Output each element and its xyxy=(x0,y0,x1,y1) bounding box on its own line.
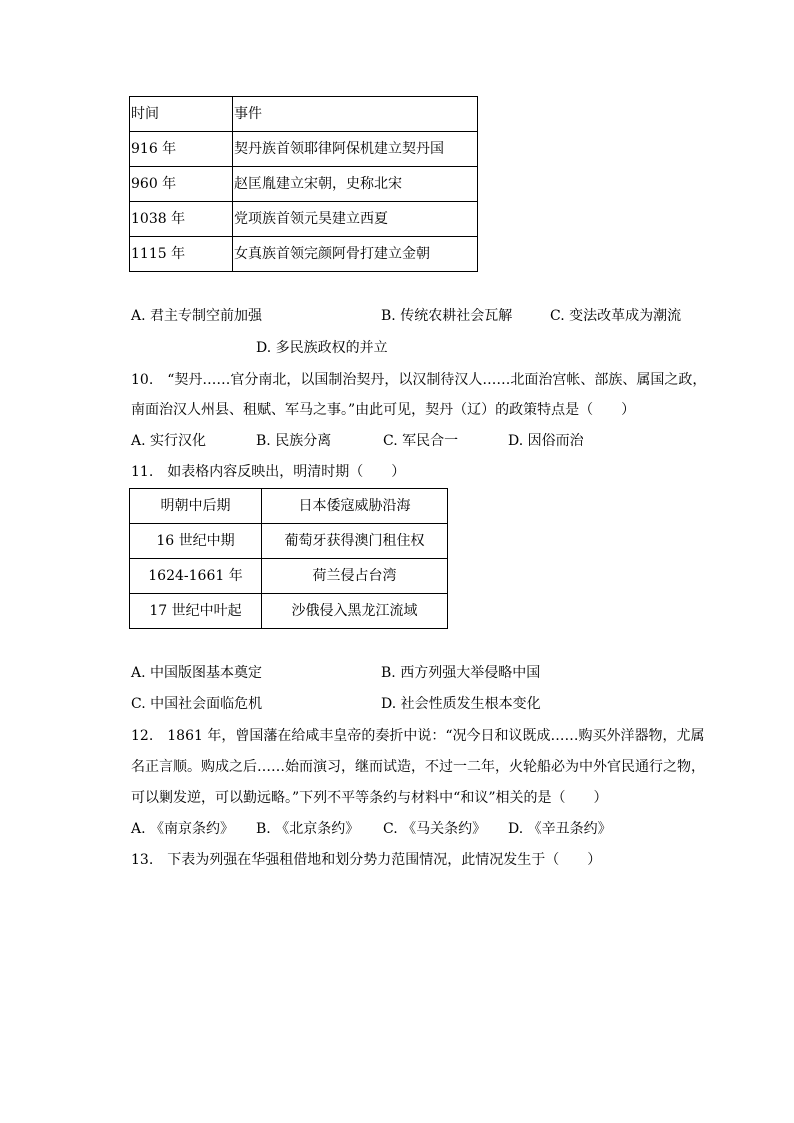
table-row xyxy=(130,202,478,237)
q13-stem: 13. 下表为列强在华强租借地和划分势力范围情况，此情况发生于（ ） xyxy=(131,852,602,868)
q12-option-c: C. 《马关条约》 xyxy=(383,821,487,837)
q12-stem-line1: 12. 1861 年，曾国藩在给咸丰皇帝的奏折中说：“况今日和议既成……购买外洋器物，尤属 xyxy=(131,728,705,744)
table-row xyxy=(130,594,448,629)
q9-option-c: C. 变法改革成为潮流 xyxy=(550,308,682,324)
q11-option-d: D. 社会性质发生根本变化 xyxy=(381,696,541,712)
table-cell: 16 世纪中期 xyxy=(130,524,262,559)
q12-option-a: A. 《南京条约》 xyxy=(131,821,235,837)
table-cell: 916 年 xyxy=(130,132,233,167)
q10-stem-line1: 10. “契丹……官分南北，以国制治契丹，以汉制待汉人……北面治宫帐、部族、属国之政， xyxy=(131,372,707,388)
table-row xyxy=(130,167,478,202)
table-row xyxy=(130,524,448,559)
table-header-cell: 事件 xyxy=(233,97,478,132)
table-header-cell: 时间 xyxy=(130,97,233,132)
table-cell: 葡萄牙获得澳门租住权 xyxy=(262,524,448,559)
q10-option-b: B. 民族分离 xyxy=(256,433,332,449)
table-cell: 日本倭寇威胁沿海 xyxy=(262,489,448,524)
table-cell: 沙俄侵入黑龙江流域 xyxy=(262,594,448,629)
dynasty-events-table xyxy=(129,96,478,272)
table-cell: 契丹族首领耶律阿保机建立契丹国 xyxy=(233,132,478,167)
q12-option-b: B. 《北京条约》 xyxy=(256,821,360,837)
q9-option-b: B. 传统农耕社会瓦解 xyxy=(381,308,513,324)
table-cell: 1038 年 xyxy=(130,202,233,237)
table-cell: 1115 年 xyxy=(130,237,233,272)
q12-option-d: D. 《辛丑条约》 xyxy=(508,821,612,837)
table-cell: 17 世纪中叶起 xyxy=(130,594,262,629)
table-cell: 1624-1661 年 xyxy=(130,559,262,594)
ming-qing-table xyxy=(129,488,448,629)
table-row xyxy=(130,559,448,594)
q10-option-d: D. 因俗而治 xyxy=(508,433,584,449)
table-cell: 党项族首领元昊建立西夏 xyxy=(233,202,478,237)
table-row xyxy=(130,489,448,524)
q11-option-c: C. 中国社会面临危机 xyxy=(131,696,263,712)
q10-option-a: A. 实行汉化 xyxy=(131,433,207,449)
table-row xyxy=(130,97,478,132)
table-cell: 明朝中后期 xyxy=(130,489,262,524)
q9-option-a: A. 君主专制空前加强 xyxy=(131,308,263,324)
q12-stem-line3: 可以剿发逆，可以勤远略。”下列不平等条约与材料中“和议”相关的是（ ） xyxy=(131,790,608,806)
q9-option-d: D. 多民族政权的并立 xyxy=(256,340,388,356)
q10-option-c: C. 军民合一 xyxy=(383,433,459,449)
q11-option-b: B. 西方列强大举侵略中国 xyxy=(381,665,541,681)
table-cell: 女真族首领完颜阿骨打建立金朝 xyxy=(233,237,478,272)
table-row xyxy=(130,237,478,272)
q12-stem-line2: 名正言顺。购成之后……始而演习，继而试造，不过一二年，火轮船必为中外官民通行之物， xyxy=(131,759,705,775)
q10-stem-line2: 南面治汉人州县、租赋、军马之事。”由此可见，契丹（辽）的政策特点是（ ） xyxy=(131,402,636,418)
q11-stem: 11. 如表格内容反映出，明清时期（ ） xyxy=(131,464,406,480)
table-cell: 960 年 xyxy=(130,167,233,202)
q11-option-a: A. 中国版图基本奠定 xyxy=(131,665,263,681)
table-cell: 赵匡胤建立宋朝，史称北宋 xyxy=(233,167,478,202)
table-row xyxy=(130,132,478,167)
table-cell: 荷兰侵占台湾 xyxy=(262,559,448,594)
